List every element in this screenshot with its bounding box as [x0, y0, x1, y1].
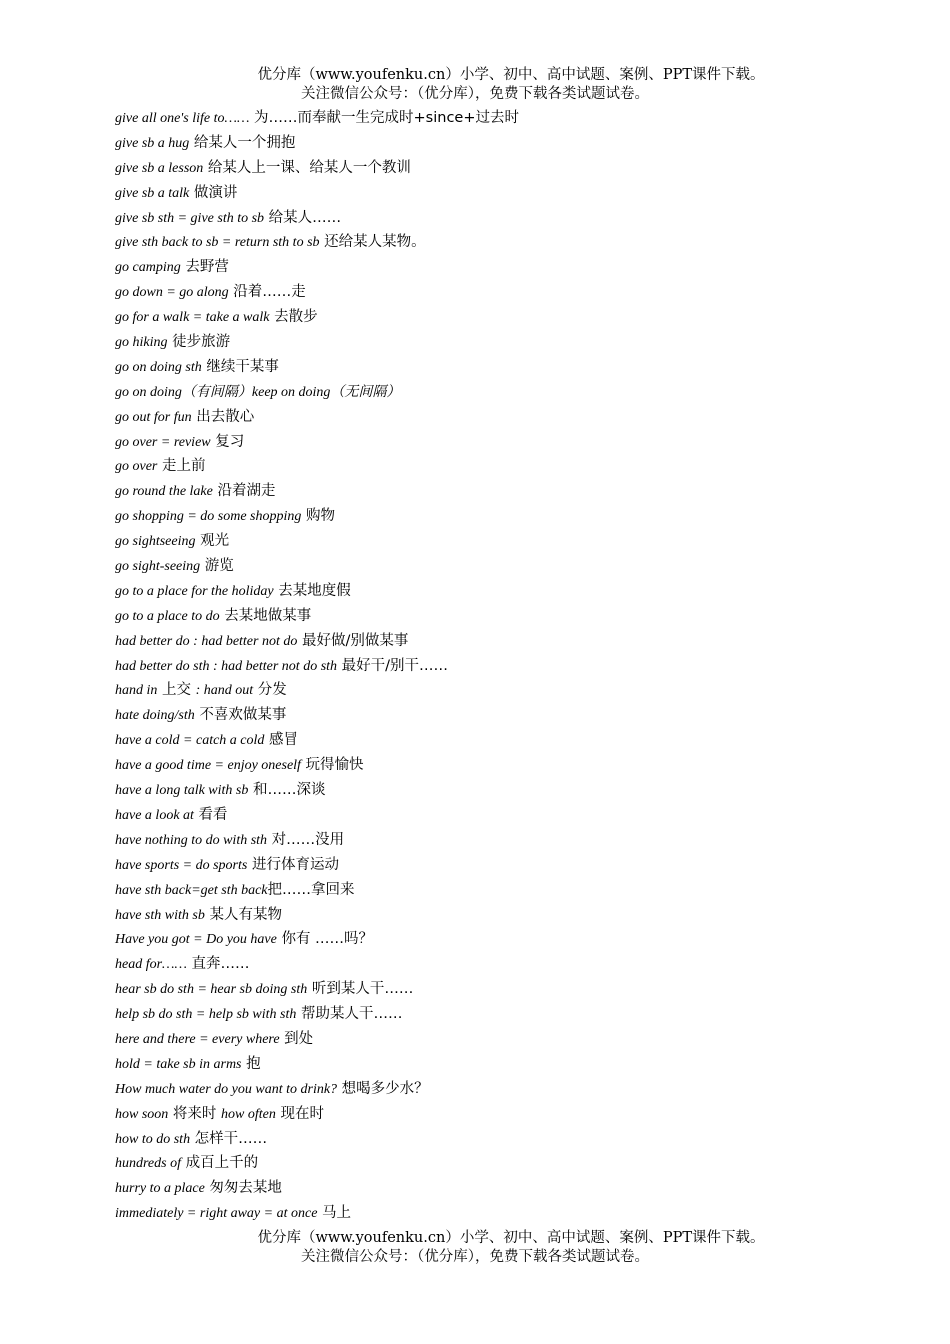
- phrase-english: have a good time = enjoy oneself: [115, 758, 301, 774]
- list-item: [115, 504, 915, 529]
- phrase-chinese: 给某人一个拥抱: [189, 134, 296, 151]
- phrase-english: Have you got = Do you have: [115, 932, 277, 948]
- header-line-2: 关注微信公众号：（优分库），免费下载各类试题试卷。: [301, 86, 649, 102]
- phrase-chinese: 去某地做某事: [219, 607, 312, 624]
- phrase-english: how to do sth: [115, 1131, 191, 1147]
- phrase-chinese: 怎样干……: [190, 1130, 268, 1147]
- phrase-english: immediately = right away = at once: [115, 1206, 318, 1222]
- phrase-english: go over = review: [115, 434, 211, 450]
- list-item: [115, 654, 915, 679]
- phrase-english: go to a place for the holiday: [115, 583, 274, 599]
- phrase-chinese: 进行体育运动: [247, 856, 339, 873]
- phrase-chinese: 给某人……: [264, 209, 342, 226]
- phrase-english: go hiking: [115, 335, 168, 351]
- phrase-chinese: 匆匆去某地: [204, 1180, 282, 1197]
- list-item: [115, 952, 915, 977]
- phrase-english: have sports = do sports: [115, 857, 248, 873]
- list-item: [115, 479, 915, 504]
- phrase-chinese: 和……深谈: [248, 782, 326, 799]
- phrase-chinese: 出去散心: [191, 408, 255, 425]
- phrase-chinese: 想喝多少水？: [337, 1080, 429, 1097]
- phrase-english: go for a walk = take a walk: [115, 310, 270, 326]
- list-item: [115, 728, 915, 753]
- phrase-english: had better do : had better not do: [115, 633, 298, 649]
- phrase-english: have sth back=get sth back: [115, 882, 268, 898]
- list-item: [115, 330, 915, 355]
- phrase-english: help sb do sth = help sb with sth: [115, 1007, 297, 1023]
- phrase-chinese: 复习: [210, 433, 245, 450]
- list-item: [115, 106, 915, 131]
- list-item: [115, 454, 915, 479]
- list-item: [115, 529, 915, 554]
- phrase-chinese: 分发: [253, 682, 287, 699]
- phrase-english: have sth with sb: [115, 907, 205, 923]
- phrase-english: go to a place to do: [115, 608, 220, 624]
- phrase-chinese: 还给某人某物。: [319, 234, 426, 251]
- list-item: [115, 355, 915, 380]
- list-item: [115, 380, 915, 405]
- phrase-chinese: 现在时: [275, 1105, 324, 1122]
- list-item: [115, 828, 915, 853]
- list-item: [115, 853, 915, 878]
- phrase-english: give sb a hug: [115, 135, 190, 151]
- list-item: [115, 430, 915, 455]
- phrase-english: go sightseeing: [115, 534, 196, 550]
- phrase-chinese: 最好做/别做某事: [297, 632, 409, 649]
- phrase-chinese: 到处: [279, 1030, 314, 1047]
- list-item: [115, 206, 915, 231]
- list-item: [115, 678, 915, 703]
- list-item: [115, 778, 915, 803]
- phrase-english: How much water do you want to drink?: [115, 1081, 338, 1097]
- list-item: [115, 1151, 915, 1176]
- phrase-chinese: 徒步旅游: [167, 334, 231, 351]
- phrase-english: have nothing to do with sth: [115, 832, 268, 848]
- phrase-english: give sb a talk: [115, 185, 190, 201]
- list-item: [115, 1127, 915, 1152]
- phrase-english: go on doing sth: [115, 359, 202, 375]
- phrase-english: how often: [221, 1106, 276, 1122]
- phrase-chinese: 玩得愉快: [300, 757, 364, 774]
- phrase-chinese: 去野营: [180, 259, 229, 276]
- phrase-english: give all one's life to……: [115, 111, 250, 126]
- footer-line-1: 优分库（www.youfenku.cn）小学、初中、高中试题、案例、PPT课件下载。: [257, 1230, 765, 1246]
- phrase-english: go over: [115, 459, 158, 475]
- phrase-english: hear sb do sth = hear sb doing sth: [115, 982, 308, 998]
- phrase-english: had better do sth : had better not do sth: [115, 658, 338, 674]
- list-item: [115, 156, 915, 181]
- phrase-chinese: 做演讲: [189, 184, 238, 201]
- list-item: [115, 554, 915, 579]
- list-item: [115, 305, 915, 330]
- list-item: [115, 131, 915, 156]
- phrase-english: hurry to a place: [115, 1181, 205, 1197]
- phrase-chinese: 看看: [193, 806, 228, 823]
- phrase-english: go shopping = do some shopping: [115, 509, 302, 525]
- phrase-english: go out for fun: [115, 409, 192, 425]
- page-footer: [0, 1229, 950, 1267]
- phrase-chinese: 将来时: [168, 1105, 222, 1122]
- phrase-english: : hand out: [195, 683, 254, 699]
- list-item: [115, 703, 915, 728]
- list-item: [115, 181, 915, 206]
- phrase-english: hate doing/sth: [115, 708, 195, 724]
- header-line-1: 优分库（www.youfenku.cn）小学、初中、高中试题、案例、PPT课件下载。: [257, 67, 765, 83]
- phrase-list: [115, 106, 915, 1226]
- phrase-chinese: 沿着……走: [228, 284, 306, 301]
- phrase-chinese: 购物: [301, 508, 336, 525]
- list-item: [115, 878, 915, 903]
- phrase-chinese: 不喜欢做某事: [194, 707, 287, 724]
- list-item: [115, 1077, 915, 1102]
- phrase-english: here and there = every where: [115, 1031, 280, 1047]
- phrase-chinese: 成百上千的: [180, 1155, 259, 1172]
- phrase-chinese: 某人有某物: [204, 906, 282, 923]
- phrase-chinese: 抱: [241, 1055, 261, 1072]
- phrase-english: have a long talk with sb: [115, 783, 249, 799]
- phrase-english: go sight-seeing: [115, 559, 201, 575]
- phrase-chinese: 对……没用: [267, 831, 345, 848]
- list-item: [115, 1176, 915, 1201]
- phrase-chinese: 把……拿回来: [267, 881, 355, 898]
- phrase-chinese: 听到某人干……: [307, 981, 414, 998]
- phrase-chinese: 直奔……: [186, 956, 250, 973]
- list-item: [115, 1027, 915, 1052]
- phrase-chinese: 上交: [157, 682, 196, 699]
- phrase-english: head for……: [115, 957, 187, 973]
- phrase-english: go on doing（有间隔）keep on doing（无间隔）: [115, 384, 401, 400]
- phrase-chinese: 感冒: [264, 732, 299, 749]
- phrase-chinese: 马上: [317, 1205, 352, 1222]
- phrase-chinese: 给某人上一课、给某人一个教训: [203, 159, 411, 176]
- phrase-chinese: 继续干某事: [201, 358, 279, 375]
- phrase-chinese: 最好干/别干……: [337, 657, 449, 674]
- phrase-english: give sb a lesson: [115, 160, 204, 176]
- phrase-chinese: 去某地度假: [273, 582, 351, 599]
- phrase-english: have a cold = catch a cold: [115, 733, 265, 749]
- list-item: [115, 230, 915, 255]
- phrase-chinese: 走上前: [157, 458, 206, 475]
- phrase-chinese: 为……而奉献一生完成时+since+过去时: [249, 110, 519, 126]
- list-item: [115, 1201, 915, 1226]
- list-item: [115, 927, 915, 952]
- list-item: [115, 629, 915, 654]
- phrase-english: hand in: [115, 683, 158, 699]
- list-item: [115, 803, 915, 828]
- phrase-chinese: 帮助某人干……: [296, 1006, 403, 1023]
- list-item: [115, 280, 915, 305]
- phrase-english: give sb sth = give sth to sb: [115, 210, 265, 226]
- list-item: [115, 977, 915, 1002]
- phrase-english: go round the lake: [115, 484, 213, 500]
- footer-line-2: 关注微信公众号：（优分库），免费下载各类试题试卷。: [301, 1249, 649, 1265]
- phrase-english: give sth back to sb = return sth to sb: [115, 235, 320, 251]
- list-item: [115, 1002, 915, 1027]
- phrase-english: have a look at: [115, 807, 194, 823]
- phrase-english: how soon: [115, 1106, 169, 1122]
- phrase-chinese: 观光: [195, 533, 230, 550]
- phrase-english: go camping: [115, 260, 181, 276]
- phrase-english: go down = go along: [115, 285, 229, 301]
- list-item: [115, 1102, 915, 1127]
- phrase-chinese: 游览: [200, 558, 234, 575]
- phrase-chinese: 你有 ……吗？: [276, 931, 374, 948]
- list-item: [115, 405, 915, 430]
- list-item: [115, 1052, 915, 1077]
- phrase-english: hold = take sb in arms: [115, 1056, 242, 1072]
- list-item: [115, 903, 915, 928]
- list-item: [115, 604, 915, 629]
- phrase-english: hundreds of: [115, 1156, 181, 1172]
- list-item: [115, 255, 915, 280]
- phrase-chinese: 去散步: [269, 309, 318, 326]
- list-item: [115, 753, 915, 778]
- phrase-chinese: 沿着湖走: [212, 483, 276, 500]
- page-header: [0, 66, 950, 104]
- list-item: [115, 579, 915, 604]
